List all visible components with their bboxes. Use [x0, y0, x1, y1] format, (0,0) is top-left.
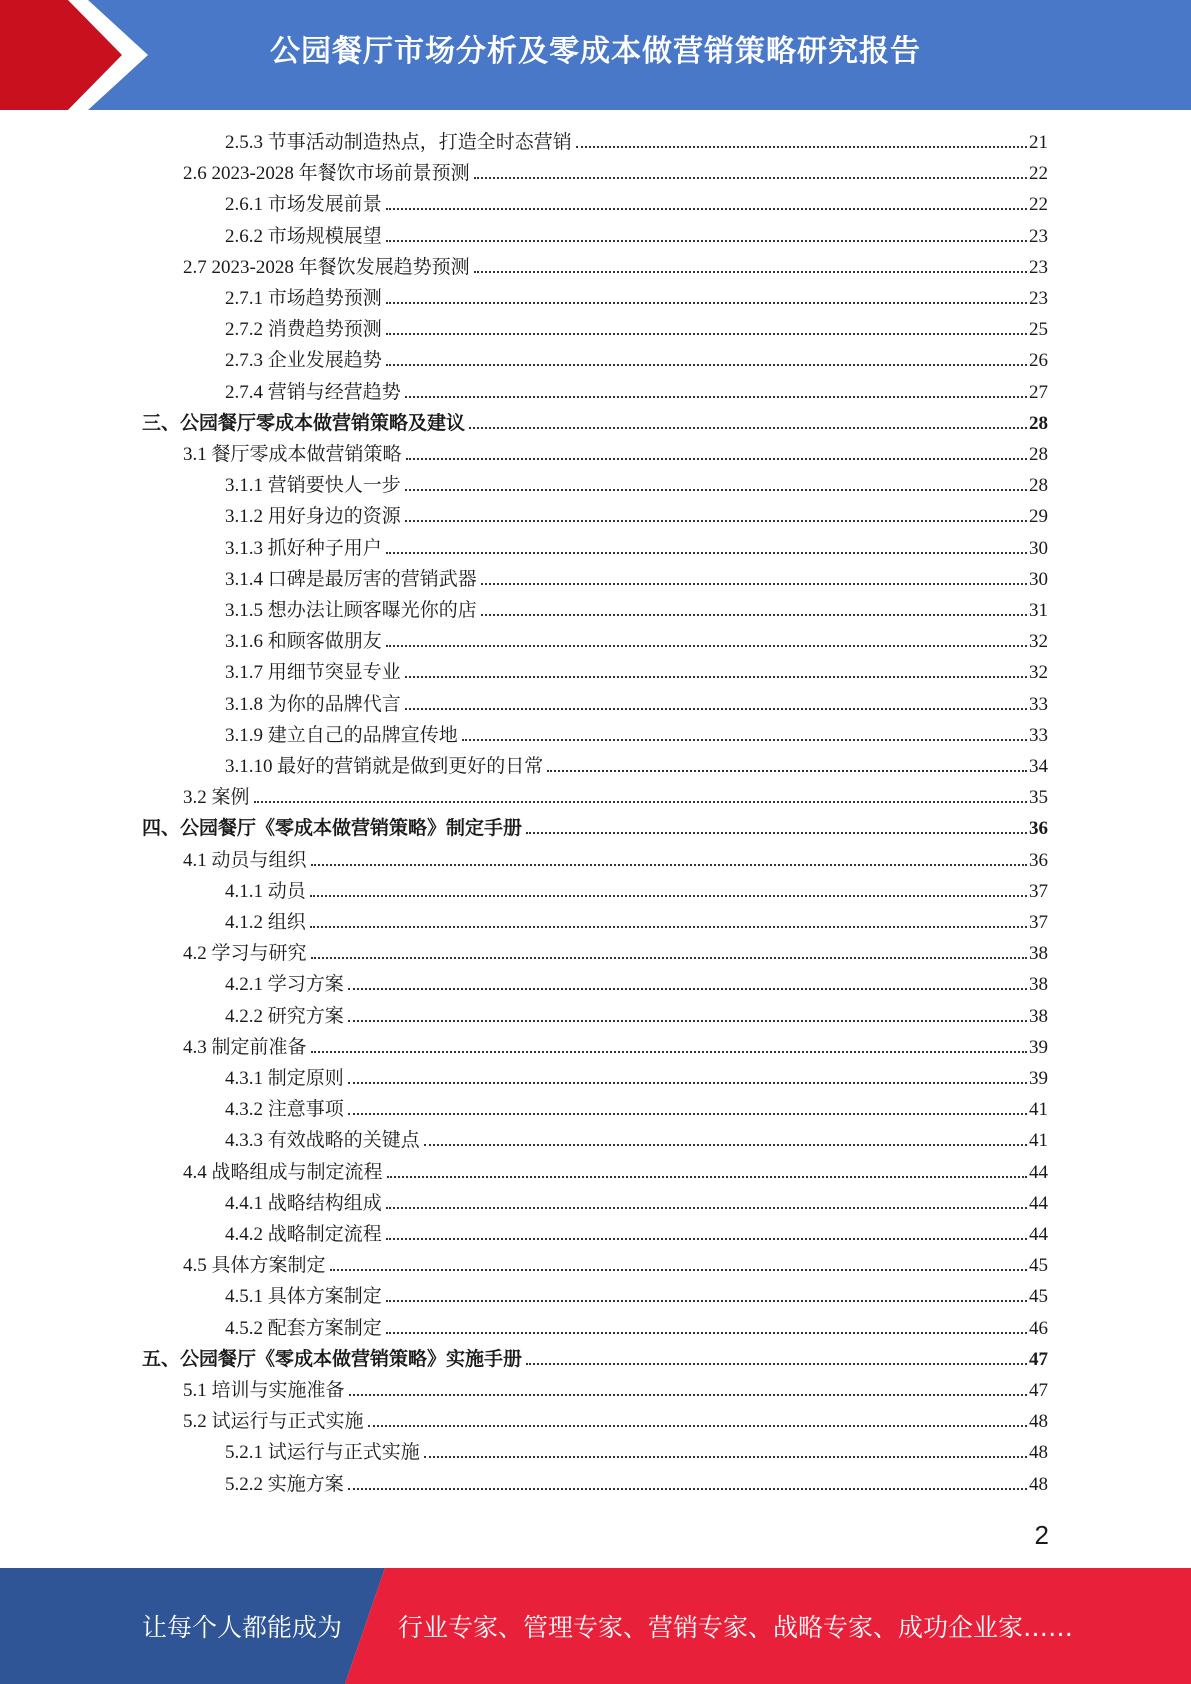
page-header	[0, 0, 1191, 110]
toc-entry-label: 5.2.1 试运行与正式实施	[225, 1442, 420, 1463]
toc-entry-page: 28	[1029, 413, 1048, 434]
toc-entry[interactable]	[142, 408, 1048, 439]
toc-dot-leader	[348, 1082, 1027, 1084]
toc-entry-page: 26	[1029, 350, 1048, 371]
toc-entry-page: 45	[1029, 1255, 1048, 1276]
toc-entry[interactable]	[225, 127, 1048, 158]
toc-entry-page: 48	[1029, 1411, 1048, 1432]
toc-entry-label: 3.1.9 建立自己的品牌宣传地	[225, 725, 458, 746]
toc-entry-label: 2.5.3 节事活动制造热点，打造全时态营销	[225, 132, 572, 153]
toc-entry-page: 33	[1029, 725, 1048, 746]
toc-dot-leader	[526, 832, 1027, 834]
toc-entry-label: 3.1 餐厅零成本做营销策略	[183, 444, 402, 465]
toc-dot-leader	[386, 302, 1027, 304]
toc-entry-label: 3.1.3 抓好种子用户	[225, 538, 382, 559]
toc-entry-page: 30	[1029, 569, 1048, 590]
toc-dot-leader	[576, 146, 1027, 148]
toc-entry-label: 3.1.10 最好的营销就是做到更好的日常	[225, 756, 544, 777]
toc-entry-page: 44	[1029, 1193, 1048, 1214]
toc-entry[interactable]	[225, 1063, 1048, 1094]
toc-dot-leader	[387, 1176, 1027, 1178]
toc-entry-page: 23	[1029, 288, 1048, 309]
toc-entry[interactable]	[183, 158, 1048, 189]
toc-dot-leader	[405, 676, 1027, 678]
toc-dot-leader	[368, 1425, 1027, 1427]
toc-dot-leader	[424, 1144, 1027, 1146]
toc-entry[interactable]	[183, 1032, 1048, 1063]
toc-entry-page: 23	[1029, 257, 1048, 278]
toc-entry-page: 28	[1029, 475, 1048, 496]
toc-entry-page: 38	[1029, 943, 1048, 964]
toc-dot-leader	[311, 864, 1027, 866]
toc-entry[interactable]	[225, 377, 1048, 408]
toc-entry[interactable]	[183, 439, 1048, 470]
toc-dot-leader	[254, 801, 1027, 803]
toc-entry-page: 22	[1029, 163, 1048, 184]
toc-dot-leader	[462, 739, 1027, 741]
toc-entry[interactable]	[225, 1001, 1048, 1032]
toc-entry-page: 36	[1029, 818, 1048, 839]
toc-dot-leader	[469, 427, 1027, 429]
toc-entry-page: 41	[1029, 1130, 1048, 1151]
toc-dot-leader	[311, 1051, 1027, 1053]
toc-entry-page: 25	[1029, 319, 1048, 340]
toc-entry[interactable]	[225, 564, 1048, 595]
toc-entry-label: 4.1.1 动员	[225, 881, 306, 902]
toc-entry[interactable]	[183, 1375, 1048, 1406]
toc-dot-leader	[386, 364, 1027, 366]
toc-entry[interactable]	[225, 533, 1048, 564]
page-number: 2	[1034, 1520, 1049, 1550]
toc-entry-label: 4.2.2 研究方案	[225, 1006, 344, 1027]
toc-dot-leader	[386, 1332, 1027, 1334]
toc-dot-leader	[386, 552, 1027, 554]
toc-entry[interactable]	[225, 189, 1048, 220]
toc-entry-page: 46	[1029, 1318, 1048, 1339]
toc-entry-page: 48	[1029, 1442, 1048, 1463]
toc-entry[interactable]	[225, 1313, 1048, 1344]
toc-entry[interactable]	[225, 283, 1048, 314]
toc-entry-page: 38	[1029, 974, 1048, 995]
toc-entry-label: 3.1.7 用细节突显专业	[225, 662, 401, 683]
toc-entry[interactable]	[225, 314, 1048, 345]
toc-dot-leader	[311, 957, 1027, 959]
toc-entry-page: 38	[1029, 1006, 1048, 1027]
toc-entry[interactable]	[225, 751, 1048, 782]
toc-entry-page: 36	[1029, 850, 1048, 871]
toc-entry-page: 29	[1029, 506, 1048, 527]
toc-dot-leader	[348, 1020, 1027, 1022]
toc-entry-page: 45	[1029, 1286, 1048, 1307]
toc-entry-page: 39	[1029, 1037, 1048, 1058]
toc-entry-label: 四、公园餐厅《零成本做营销策略》制定手册	[142, 818, 523, 839]
toc-entry[interactable]	[225, 720, 1048, 751]
toc-entry[interactable]	[183, 1157, 1048, 1188]
toc-dot-leader	[406, 458, 1027, 460]
toc-entry-label: 4.2.1 学习方案	[225, 974, 344, 995]
toc-dot-leader	[386, 645, 1027, 647]
toc-entry-label: 4.3.2 注意事项	[225, 1099, 344, 1120]
toc-entry-page: 32	[1029, 631, 1048, 652]
toc-entry-label: 3.1.8 为你的品牌代言	[225, 694, 401, 715]
toc-entry[interactable]	[183, 252, 1048, 283]
toc-entry-page: 37	[1029, 881, 1048, 902]
toc-dot-leader	[424, 1456, 1027, 1458]
toc-dot-leader	[386, 208, 1027, 210]
toc-entry-label: 3.1.4 口碑是最厉害的营销武器	[225, 569, 477, 590]
toc-entry-label: 2.7.3 企业发展趋势	[225, 350, 382, 371]
toc-dot-leader	[474, 271, 1027, 273]
header-chevron-decoration	[0, 0, 160, 110]
toc-entry-label: 5.2.2 实施方案	[225, 1474, 344, 1495]
toc-dot-leader	[349, 1394, 1027, 1396]
toc-dot-leader	[547, 770, 1027, 772]
toc-entry[interactable]	[183, 1250, 1048, 1281]
toc-entry-label: 3.1.1 营销要快人一步	[225, 475, 401, 496]
toc-entry-page: 33	[1029, 694, 1048, 715]
toc-dot-leader	[386, 240, 1027, 242]
toc-entry[interactable]	[225, 470, 1048, 501]
toc-entry-page: 47	[1029, 1380, 1048, 1401]
toc-entry-page: 23	[1029, 226, 1048, 247]
toc-entry[interactable]	[225, 1281, 1048, 1312]
toc-dot-leader	[386, 1207, 1027, 1209]
toc-dot-leader	[310, 895, 1027, 897]
toc-entry-label: 4.5 具体方案制定	[183, 1255, 326, 1276]
toc-entry[interactable]	[142, 813, 1048, 844]
toc-entry-label: 2.6.1 市场发展前景	[225, 194, 382, 215]
toc-entry-page: 32	[1029, 662, 1048, 683]
toc-entry-page: 27	[1029, 382, 1048, 403]
toc-dot-leader	[348, 1488, 1027, 1490]
toc-entry-label: 4.5.2 配套方案制定	[225, 1318, 382, 1339]
toc-dot-leader	[474, 177, 1027, 179]
toc-entry-label: 4.5.1 具体方案制定	[225, 1286, 382, 1307]
toc-dot-leader	[405, 396, 1027, 398]
toc-entry[interactable]	[225, 689, 1048, 720]
toc-dot-leader	[481, 614, 1027, 616]
toc-entry-label: 5.1 培训与实施准备	[183, 1380, 345, 1401]
toc-dot-leader	[386, 333, 1027, 335]
toc-entry[interactable]	[225, 626, 1048, 657]
page-footer	[0, 1568, 1191, 1684]
toc-entry-page: 44	[1029, 1224, 1048, 1245]
toc-entry[interactable]	[225, 1469, 1048, 1500]
toc-entry-page: 28	[1029, 444, 1048, 465]
toc-entry-page: 37	[1029, 912, 1048, 933]
toc-entry[interactable]	[225, 657, 1048, 688]
toc-dot-leader	[386, 1300, 1027, 1302]
toc-entry[interactable]	[225, 1188, 1048, 1219]
toc-entry-page: 35	[1029, 787, 1048, 808]
toc-entry-label: 3.1.5 想办法让顾客曝光你的店	[225, 600, 477, 621]
toc-entry[interactable]	[225, 221, 1048, 252]
toc-entry-label: 2.6 2023-2028 年餐饮市场前景预测	[183, 163, 470, 184]
toc-entry-label: 4.1 动员与组织	[183, 850, 307, 871]
toc-entry-page: 47	[1029, 1349, 1048, 1370]
toc-dot-leader	[330, 1269, 1027, 1271]
toc-dot-leader	[386, 1238, 1027, 1240]
toc-entry-page: 39	[1029, 1068, 1048, 1089]
toc-entry[interactable]	[225, 907, 1048, 938]
toc-entry[interactable]	[225, 1219, 1048, 1250]
toc-dot-leader	[310, 926, 1027, 928]
toc-dot-leader	[526, 1363, 1027, 1365]
toc-entry-page: 48	[1029, 1474, 1048, 1495]
toc-dot-leader	[405, 489, 1027, 491]
toc-entry[interactable]	[183, 1406, 1048, 1437]
toc-entry-label: 5.2 试运行与正式实施	[183, 1411, 364, 1432]
footer-slogan-left: 让每个人都能成为	[142, 1613, 343, 1642]
toc-entry-label: 4.3.3 有效战略的关键点	[225, 1130, 420, 1151]
toc-entry[interactable]	[225, 969, 1048, 1000]
toc-entry-page: 21	[1029, 132, 1048, 153]
toc-dot-leader	[481, 583, 1027, 585]
toc-entry-label: 2.7.1 市场趋势预测	[225, 288, 382, 309]
toc-entry-page: 34	[1029, 756, 1048, 777]
toc-entry-label: 4.3.1 制定原则	[225, 1068, 344, 1089]
toc-entry-label: 4.3 制定前准备	[183, 1037, 307, 1058]
toc-entry[interactable]	[225, 1125, 1048, 1156]
toc-entry-label: 三、公园餐厅零成本做营销策略及建议	[142, 413, 466, 434]
document-title: 公园餐厅市场分析及零成本做营销策略研究报告	[270, 34, 921, 69]
toc-entry-label: 2.7 2023-2028 年餐饮发展趋势预测	[183, 257, 470, 278]
toc-entry-page: 30	[1029, 538, 1048, 559]
toc-entry-label: 4.4.1 战略结构组成	[225, 1193, 382, 1214]
toc-entry-label: 2.7.4 营销与经营趋势	[225, 382, 401, 403]
toc-entry[interactable]	[225, 1094, 1048, 1125]
footer-slogan-right: 行业专家、管理专家、营销专家、战略专家、成功企业家……	[398, 1613, 1074, 1642]
toc-entry-label: 五、公园餐厅《零成本做营销策略》实施手册	[142, 1349, 523, 1370]
toc-dot-leader	[348, 988, 1027, 990]
toc-entry[interactable]	[225, 345, 1048, 376]
toc-entry-label: 3.2 案例	[183, 787, 250, 808]
toc-entry[interactable]	[225, 876, 1048, 907]
toc-entry-page: 31	[1029, 600, 1048, 621]
toc-entry-label: 2.6.2 市场规模展望	[225, 226, 382, 247]
toc-entry-page: 44	[1029, 1162, 1048, 1183]
toc-entry-label: 4.4 战略组成与制定流程	[183, 1162, 383, 1183]
toc-entry-page: 41	[1029, 1099, 1048, 1120]
toc-entry[interactable]	[225, 1437, 1048, 1468]
toc-entry-label: 2.7.2 消费趋势预测	[225, 319, 382, 340]
toc-entry-label: 4.1.2 组织	[225, 912, 306, 933]
toc-entry-label: 4.4.2 战略制定流程	[225, 1224, 382, 1245]
toc-entry-label: 4.2 学习与研究	[183, 943, 307, 964]
toc-entry[interactable]	[225, 501, 1048, 532]
toc-entry-label: 3.1.6 和顾客做朋友	[225, 631, 382, 652]
toc-entry[interactable]	[225, 595, 1048, 626]
toc-dot-leader	[348, 1113, 1027, 1115]
toc-entry-label: 3.1.2 用好身边的资源	[225, 506, 401, 527]
toc-entry[interactable]	[183, 938, 1048, 969]
toc-entry[interactable]	[183, 845, 1048, 876]
toc-dot-leader	[405, 708, 1027, 710]
toc-dot-leader	[405, 520, 1027, 522]
toc-entry[interactable]	[142, 1344, 1048, 1375]
toc-entry[interactable]	[183, 782, 1048, 813]
toc-entry-page: 22	[1029, 194, 1048, 215]
